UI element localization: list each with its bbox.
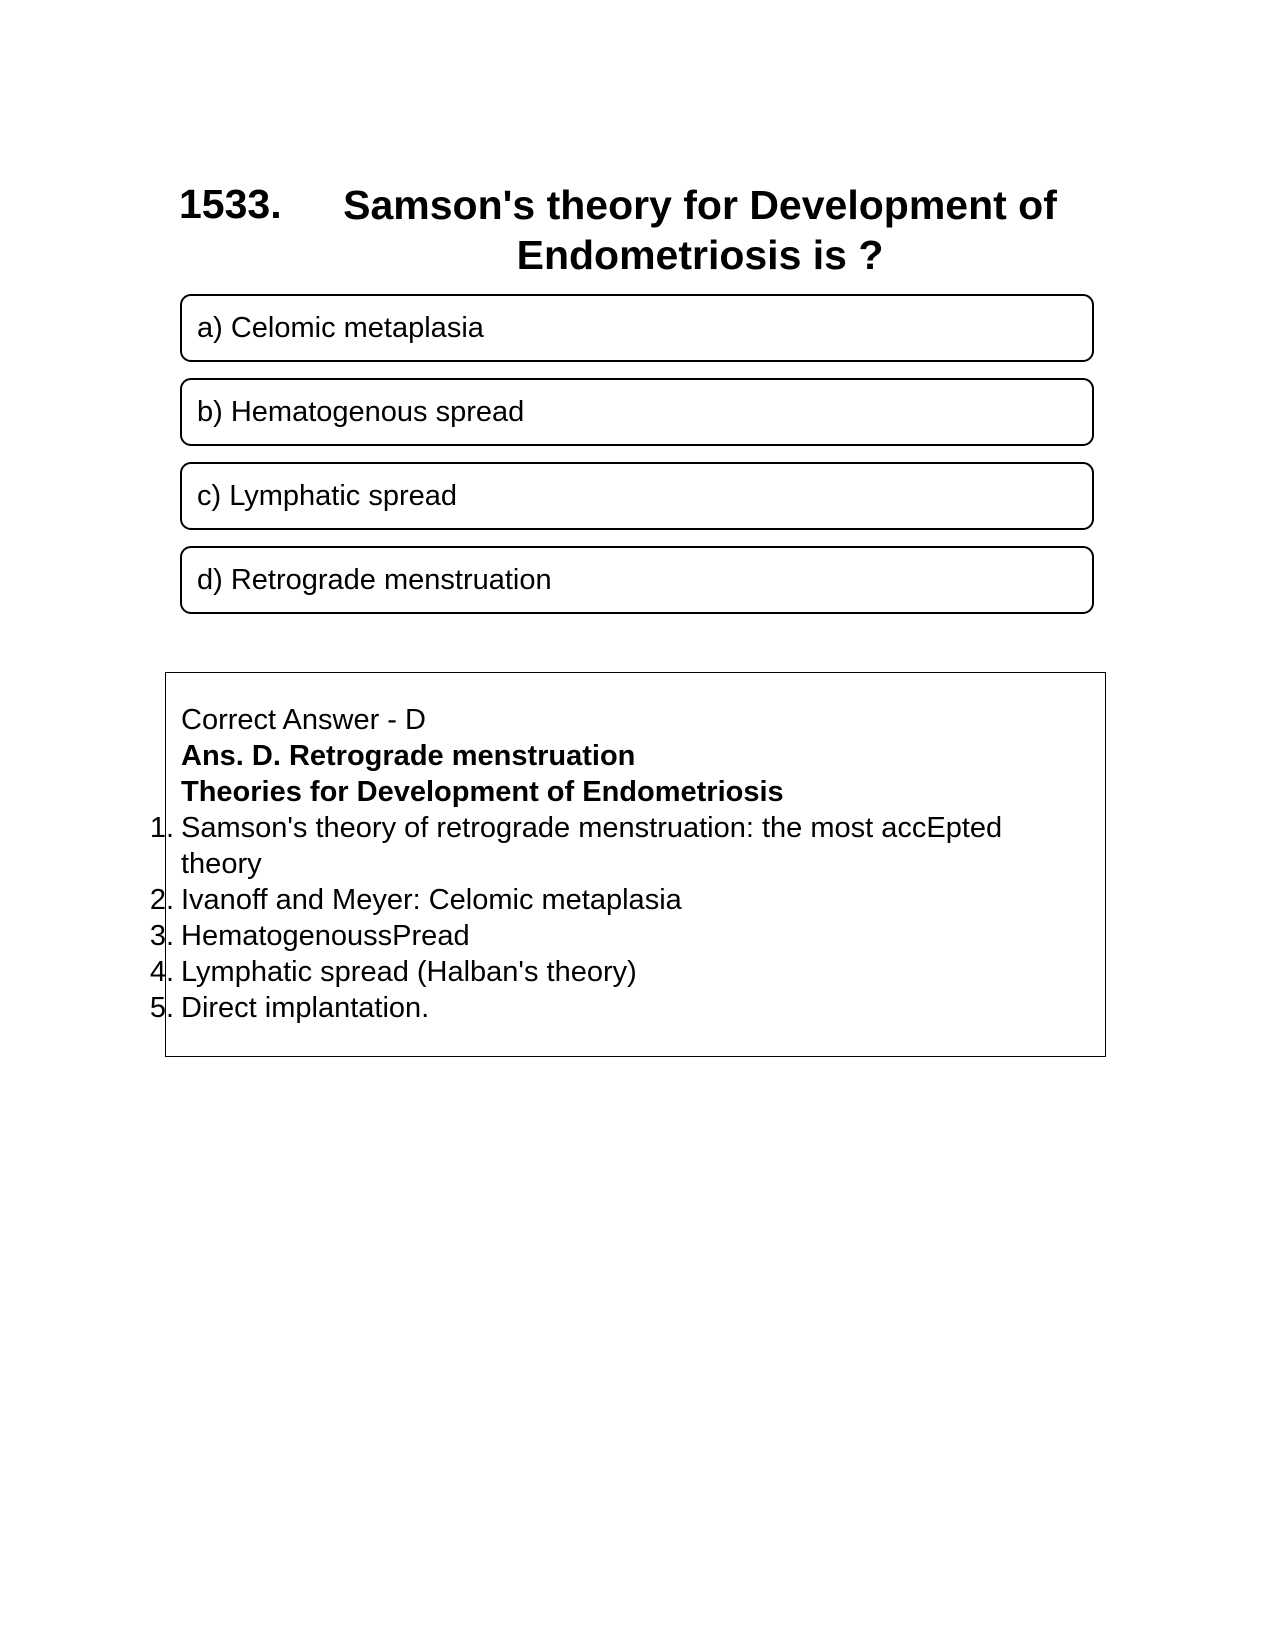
list-marker: 4. <box>149 956 174 988</box>
list-item-text: Samson's theory of retrograde menstruation: the most accEpted theory <box>181 812 1003 880</box>
question-number: 1533. <box>179 181 282 227</box>
answer-explanation-title: Ans. D. Retrograde menstruation <box>181 740 636 772</box>
list-item-text: Direct implantation. <box>181 992 430 1024</box>
list-marker: 1. <box>149 812 174 844</box>
options-list <box>180 294 1094 630</box>
list-marker: 3. <box>149 920 174 952</box>
list-item-text: HematogenoussPread <box>181 920 470 952</box>
question-text: Samson's theory for Development of Endometriosis is ? <box>343 182 1057 278</box>
answer-content <box>149 702 1081 1026</box>
theories-list <box>149 810 1081 1026</box>
option-a[interactable]: a) Celomic metaplasia <box>180 294 1094 362</box>
option-d[interactable]: d) Retrograde menstruation <box>180 546 1094 614</box>
option-b[interactable]: b) Hematogenous spread <box>180 378 1094 446</box>
list-item-text: Lymphatic spread (Halban's theory) <box>181 956 637 988</box>
list-marker: 5. <box>149 992 174 1024</box>
list-item-text: Ivanoff and Meyer: Celomic metaplasia <box>181 884 682 916</box>
list-item <box>149 918 1081 954</box>
list-item <box>149 810 1081 882</box>
option-c[interactable]: c) Lymphatic spread <box>180 462 1094 530</box>
list-item <box>149 882 1081 918</box>
list-item <box>149 990 1081 1026</box>
list-item <box>149 954 1081 990</box>
theories-heading: Theories for Development of Endometriosis <box>181 776 784 808</box>
correct-answer-line: Correct Answer - D <box>181 704 426 736</box>
list-marker: 2. <box>149 884 174 916</box>
